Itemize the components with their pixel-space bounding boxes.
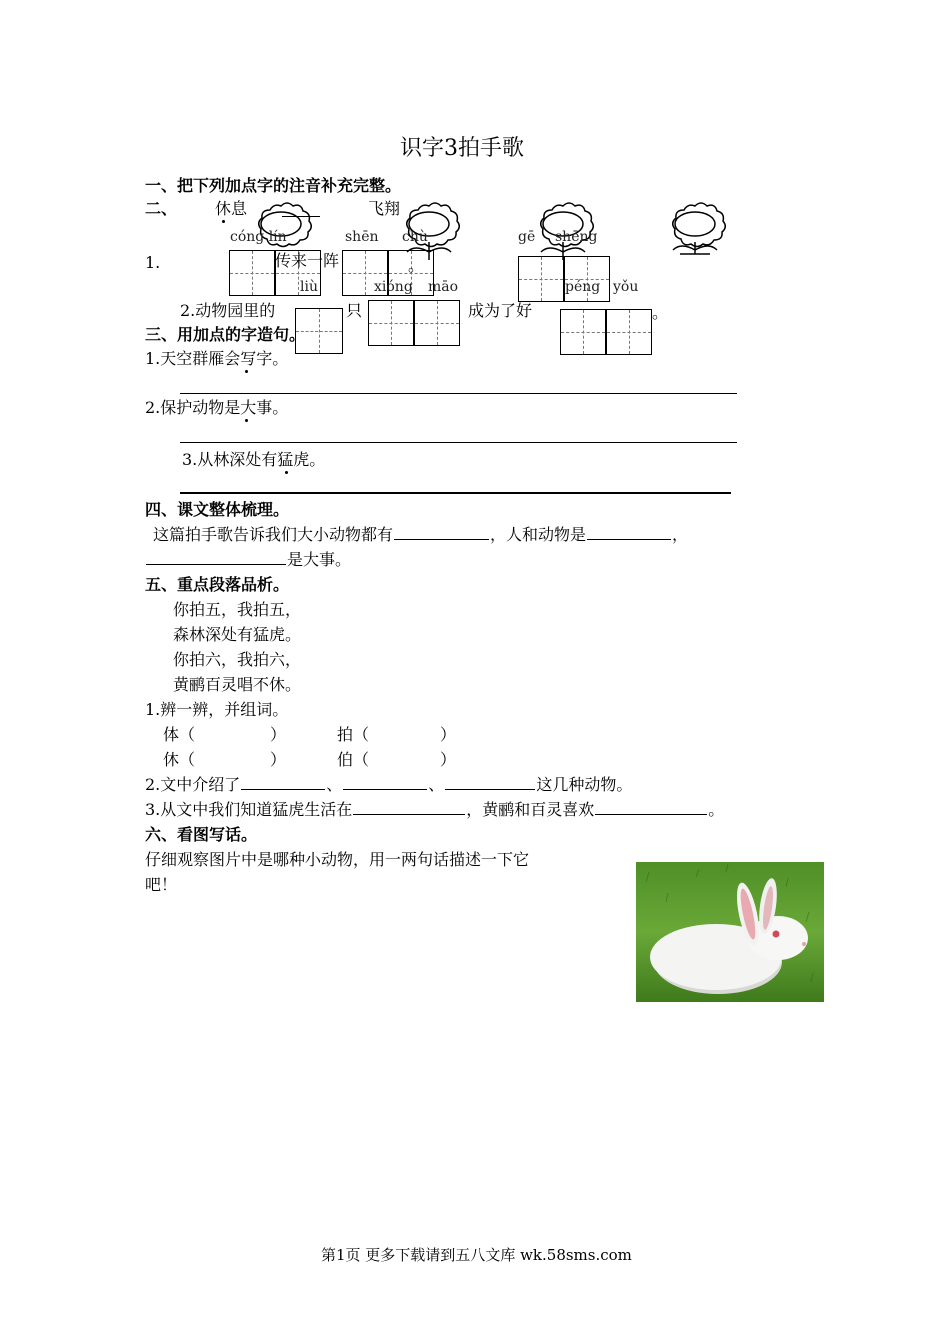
- word-pair: ）: [440, 725, 457, 744]
- q1-end: 。: [408, 256, 425, 275]
- word-pair: ）: [270, 725, 287, 744]
- section-heading-1: 一、把下列加点字的注音补充完整。: [145, 176, 402, 195]
- poem-line: 你拍五，我拍五，: [173, 600, 302, 619]
- word-pair: 休（: [163, 750, 196, 769]
- tianzige-box[interactable]: [368, 300, 414, 346]
- q-text: ，黄鹂和百灵喜欢: [466, 800, 595, 819]
- fill-blank[interactable]: [241, 788, 325, 790]
- q2-mid: 只: [346, 301, 363, 320]
- emphasis-dot: [285, 471, 288, 474]
- prompt-text: 仔细观察图片中是哪种小动物，用一两句话描述一下它: [145, 850, 530, 869]
- word-pair: 体（: [163, 725, 196, 744]
- q-text: 、: [428, 775, 445, 794]
- pinyin: cóng lín: [230, 229, 287, 245]
- fill-blank[interactable]: [146, 563, 286, 565]
- summary-text: ，: [672, 525, 689, 544]
- question-2: [145, 777, 632, 793]
- question-number: 1.: [145, 253, 161, 272]
- summary-line-2: [145, 552, 351, 568]
- poem-line: 森林深处有猛虎。: [173, 625, 302, 644]
- poem-line: 黄鹂百灵唱不休。: [173, 675, 302, 694]
- pinyin: yǒu: [613, 279, 639, 295]
- fill-blank[interactable]: [445, 788, 535, 790]
- question-3: [145, 802, 724, 818]
- summary-text: ，人和动物是: [490, 525, 587, 544]
- answer-line[interactable]: [180, 393, 737, 394]
- prompt-text: 吧！: [145, 875, 178, 894]
- word-pair: ）: [440, 750, 457, 769]
- tianzige-box[interactable]: [606, 309, 652, 355]
- word-pair: ）: [270, 750, 287, 769]
- pinyin: xióng: [374, 279, 413, 295]
- sentence-item: 3.从林深处有猛虎。: [182, 450, 326, 469]
- pinyin: māo: [428, 279, 459, 295]
- summary-line-1: [153, 527, 688, 543]
- pinyin: gē: [518, 229, 536, 245]
- pinyin: liù: [300, 279, 318, 295]
- section-heading-5: 五、重点段落品析。: [145, 575, 290, 594]
- flower-icon: [650, 200, 740, 262]
- tianzige-box[interactable]: [518, 256, 564, 302]
- tianzige-box[interactable]: [560, 309, 606, 355]
- q-text: 2.文中介绍了: [145, 775, 241, 794]
- q2-end: 成为了好: [468, 301, 533, 320]
- q1-text: 传来一阵: [275, 251, 340, 270]
- summary-text: 是大事。: [287, 550, 352, 569]
- answer-line[interactable]: [180, 442, 737, 443]
- fill-blank[interactable]: [394, 538, 489, 540]
- fill-blank[interactable]: [343, 788, 427, 790]
- sentence-item: 2.保护动物是大事。: [145, 398, 289, 417]
- answer-line[interactable]: [180, 492, 731, 494]
- section-heading-6: 六、看图写话。: [145, 825, 258, 844]
- q-text: 、: [326, 775, 343, 794]
- question-1: 1.辨一辨，并组词。: [145, 700, 289, 719]
- fill-blank[interactable]: [587, 538, 671, 540]
- pinyin: péng: [565, 279, 601, 295]
- q2-text: 2.动物园里的: [180, 301, 276, 320]
- emphasis-dot: [245, 370, 248, 373]
- summary-text: 这篇拍手歌告诉我们大小动物都有: [153, 525, 394, 544]
- emphasis-dot: [222, 220, 225, 223]
- page-footer: 第1页 更多下载请到五八文库 wk.58sms.com: [321, 1246, 632, 1264]
- sentence-item: 1.天空群雁会写字。: [145, 349, 289, 368]
- q-text: 。: [708, 800, 725, 819]
- section-heading-4: 四、课文整体梳理。: [145, 500, 290, 519]
- rabbit-photo: [636, 862, 824, 1002]
- tianzige-box[interactable]: [229, 250, 275, 296]
- page-title: 识字3拍手歌: [400, 136, 524, 161]
- q2-period: 。: [652, 303, 669, 322]
- poem-line: 你拍六，我拍六，: [173, 650, 302, 669]
- emphasis-dot: [245, 419, 248, 422]
- pinyin: shēng: [555, 229, 598, 245]
- section-heading-3: 三、用加点的字造句。: [145, 325, 306, 344]
- fill-blank[interactable]: [595, 813, 707, 815]
- q-text: 这几种动物。: [536, 775, 633, 794]
- section-heading-2: 二、: [145, 199, 178, 218]
- pinyin: shēn: [345, 229, 379, 245]
- word-xiuxi: 休息: [215, 199, 248, 218]
- fill-blank[interactable]: [353, 813, 465, 815]
- q-text: 3.从文中我们知道猛虎生活在: [145, 800, 353, 819]
- word-pair: 伯（: [337, 750, 370, 769]
- tianzige-box[interactable]: [414, 300, 460, 346]
- word-feixiang: 飞翔: [368, 199, 401, 218]
- word-pair: 拍（: [337, 725, 370, 744]
- pinyin: chù: [402, 229, 428, 245]
